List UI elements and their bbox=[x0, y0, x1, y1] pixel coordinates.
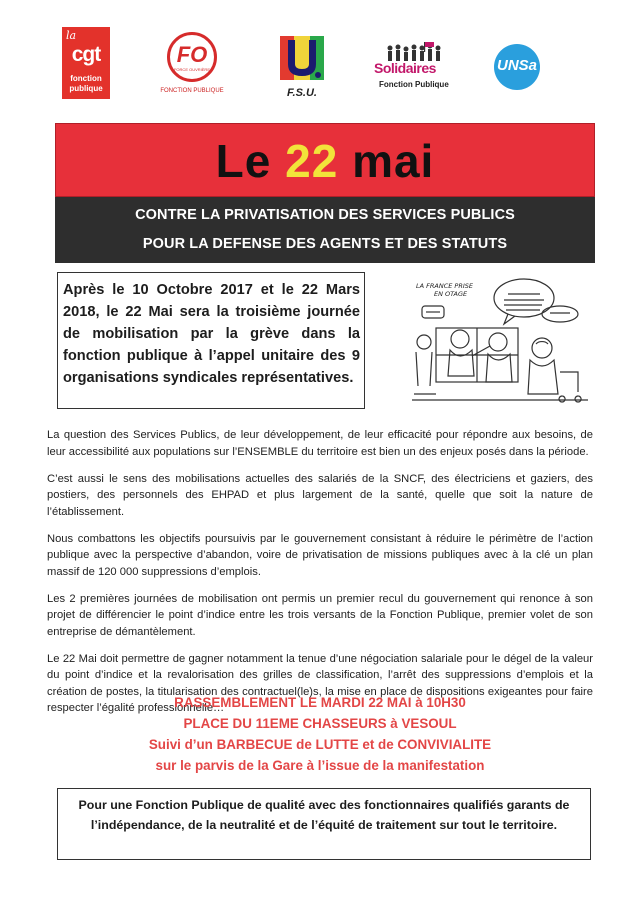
fsu-logo-mark bbox=[280, 36, 324, 80]
paragraph-5: Le 22 Mai doit permettre de gagner notamment la tenue d’une négociation salariale pour le dégel de la valeur du point d’indice et la revalorisation des grilles de classification, l’arrêt des suppressions d’emplois et la création de postes, la titularisation des contractuel(le)s, la mise en place de dispositions exigeantes pour faire respecter l’égalité professionnelle… bbox=[47, 652, 593, 714]
rally-line-3: Suivi d’un BARBECUE de LUTTE et de CONVIVIALITE bbox=[148, 737, 492, 752]
paragraph-2: C’est aussi le sens des mobilisations actuelles des salariés de la SNCF, des électriciens et gaziers, des postiers, des personnels des EHPAD et plus largement de la santé, quelle que soit la nature de l’établissement. bbox=[47, 472, 593, 518]
solidaires-people-icon bbox=[384, 42, 448, 62]
subtitle-banner bbox=[55, 197, 595, 263]
cgt-logo-name: cgt bbox=[71, 43, 101, 66]
unsa-logo-name: UNSa bbox=[496, 57, 537, 74]
closing-box bbox=[57, 788, 591, 860]
cartoon-caption-line-2: EN OTAGE bbox=[434, 290, 468, 298]
fo-logo-small: FORCE OUVRIÈRE bbox=[173, 67, 210, 72]
rally-line-4: sur le parvis de la Gare à l’issue de la manifestation bbox=[155, 758, 485, 773]
fo-logo-mark: FO bbox=[176, 42, 208, 67]
cgt-logo-sub1: fonction bbox=[70, 74, 102, 83]
cartoon-caption-line-1: LA FRANCE PRISE bbox=[416, 282, 473, 290]
body-paragraphs bbox=[47, 427, 593, 727]
page-title bbox=[56, 134, 594, 188]
solidaires-logo bbox=[370, 42, 460, 98]
subtitle-line-2: POUR LA DEFENSE DES AGENTS ET DES STATUTS bbox=[142, 236, 508, 252]
intro-box bbox=[57, 272, 365, 409]
title-date-number: 22 bbox=[285, 135, 339, 187]
paragraph-1: La question des Services Publics, de leur développement, de leur efficacité pour répondre aux besoins, de leur accessibilité aux populations sur l’ENSEMBLE du territoire est bien un des enjeux posés dans la période. bbox=[47, 429, 593, 458]
paragraph-3: Nous combattons les objectifs poursuivis par le gouvernement consistant à réduire le périmètre de l’action publique avec la perspective d’abandon, voire de privatisation de missions publiques avec à la clé un plan massif de 120 000 suppressions d’emplois. bbox=[47, 532, 593, 578]
paragraph-4: Les 2 premières journées de mobilisation ont permis un premier recul du gouvernement qui renonce à son projet de différencier le point d’indice entre les trois versants de la Fonction Publique, premier volet de son entreprise de démantèlement. bbox=[47, 592, 593, 638]
fo-logo bbox=[160, 32, 224, 100]
subtitle-line-1: CONTRE LA PRIVATISATION DES SERVICES PUBLICS bbox=[135, 207, 515, 223]
fsu-logo bbox=[276, 36, 328, 106]
title-banner bbox=[55, 123, 595, 197]
cgt-logo-la: la bbox=[66, 29, 77, 42]
rally-announcement bbox=[47, 692, 593, 776]
fo-logo-caption: FONCTION PUBLIQUE bbox=[160, 88, 224, 94]
cgt-logo bbox=[62, 27, 110, 99]
fsu-logo-caption: F.S.U. bbox=[287, 87, 317, 99]
title-prefix: Le bbox=[215, 135, 286, 187]
intro-text: Après le 10 Octobre 2017 et le 22 Mars 2018, le 22 Mai sera la troisième journée de mobilisation par la grève dans la fonction publique à l’appel unitaire des 9 organisations syndicales représentatives. bbox=[63, 282, 360, 386]
cgt-logo-sub2: publique bbox=[69, 84, 103, 93]
rally-line-2: PLACE DU 11EME CHASSEURS à VESOUL bbox=[183, 716, 457, 731]
cartoon-illustration bbox=[412, 276, 588, 408]
closing-text: Pour une Fonction Publique de qualité avec des fonctionnaires qualifiés garants de l’indépendance, de la neutralité et de l’équité de traitement sur tout le territoire. bbox=[78, 798, 570, 832]
solidaires-logo-caption: Fonction Publique bbox=[379, 80, 449, 89]
title-suffix: mai bbox=[338, 135, 435, 187]
rally-line-1: RASSEMBLEMENT LE MARDI 22 MAI à 10H30 bbox=[174, 695, 466, 710]
unsa-logo bbox=[494, 44, 540, 90]
solidaires-logo-name: Solidaires bbox=[374, 60, 436, 76]
